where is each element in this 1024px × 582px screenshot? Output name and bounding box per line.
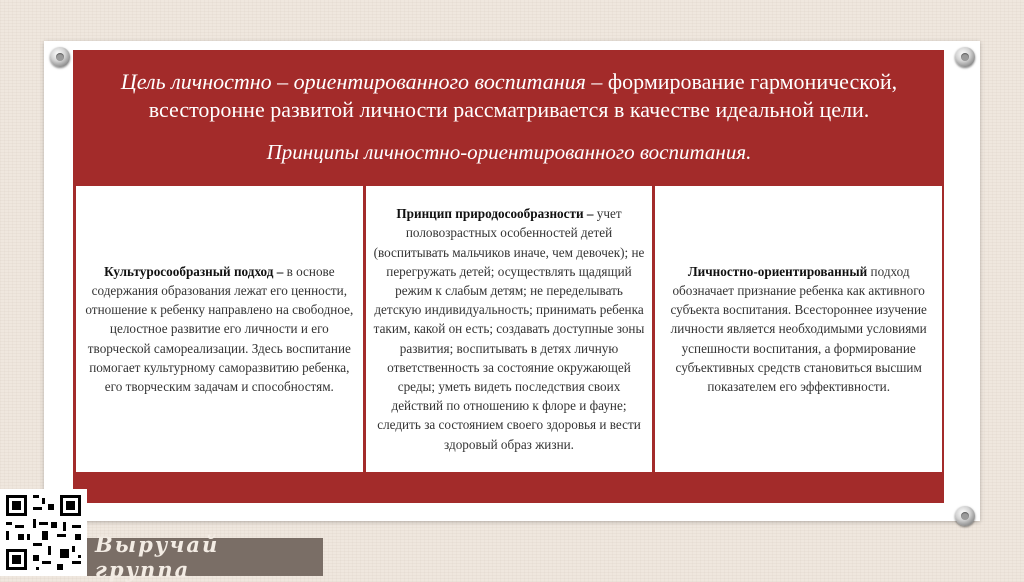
pushpin-icon — [955, 47, 975, 67]
brand-label: Выручай группа — [95, 532, 220, 582]
pushpin-icon — [955, 506, 975, 526]
principle-heading: Личностно-ориентированный — [687, 263, 868, 279]
brand-banner — [87, 532, 323, 582]
principle-heading: Принцип природосообразности – — [396, 206, 594, 222]
principles-table — [76, 186, 942, 472]
principle-nature — [366, 186, 653, 472]
principle-heading: Культуросообразный подход – — [104, 263, 284, 279]
principle-text: в основе содержания образования лежат его ценности, отношение к ребенку направлено на свободное, целостное развитие его личности и его творческой самореализации. Здесь воспитание помогает культурному саморазвитию ребенка, его творческим задачам и способностям. — [85, 263, 354, 394]
principle-cultural — [76, 186, 363, 472]
goal-statement — [76, 68, 942, 124]
pushpin-icon — [50, 47, 70, 67]
principle-personal — [655, 186, 942, 472]
principle-text: подход обозначает признание ребенка как активного субъекта воспитания. Всестороннее изучение личности является необходимыми условиями успешности воспитания, а формирование субъективных средств становиться высшим показателем его эффективности. — [670, 263, 927, 394]
principle-text: учет половозрастных особенностей детей (воспитывать мальчиков иначе, чем девочек); не перегружать детей; осуществлять щадящий режим к слабым детям; не переделывать детскую индивидуальность; принимать ребенка таким, какой он есть; создавать доступные зоны развития; воспитывать в детях личную ответственность за состояние окружающей среды; уметь видеть последствия своих действий по отношению к флоре и фауне; следить за состоянием своего здоровья и вести здоровый образ жизни. — [373, 206, 645, 452]
goal-definition-cont: всесторонне развитой личности рассматривается в качестве идеальной цели. — [148, 97, 870, 122]
principles-subtitle: Принципы личностно-ориентированного воспитания. — [266, 140, 752, 164]
qr-code-icon — [0, 489, 87, 576]
goal-definition: – формирование гармонической, — [585, 69, 898, 94]
goal-term: Цель личностно – ориентированного воспитания — [120, 69, 586, 94]
